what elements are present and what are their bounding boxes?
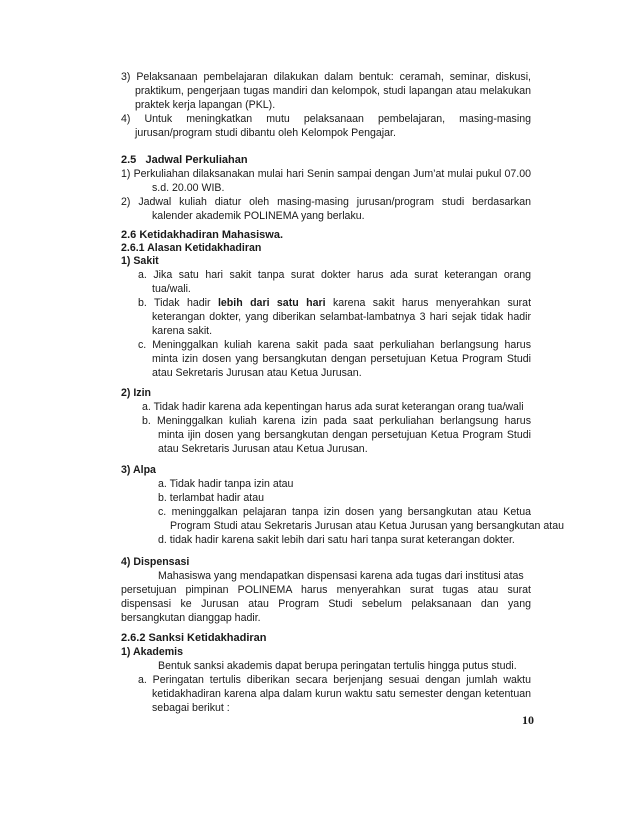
- emphasis-text: lebih dari satu hari: [217, 297, 326, 309]
- sakit-item-c-line-3: atau Sekretaris Jurusan atau Ketua Jurusan.: [152, 367, 362, 379]
- izin-item-b-line-1: b. Meninggalkan kuliah karena izin pada saat perkuliahan berlangsung harus: [142, 415, 531, 427]
- sakit-item-a-line-1: a. Jika satu hari sakit tanpa surat dokter harus ada surat keterangan orang: [138, 269, 531, 281]
- jadwal-item-1-line-2: s.d. 20.00 WIB.: [152, 182, 225, 194]
- alpa-item-a: a. Tidak hadir tanpa izin atau: [158, 478, 294, 490]
- section-number: 2.5: [121, 154, 137, 166]
- item-4-line-2: jurusan/program studi dibantu oleh Kelompok Pengajar.: [135, 127, 396, 139]
- sanksi-item-a-line-1: a. Peringatan tertulis diberikan secara berjenjang sesuai dengan jumlah waktu: [138, 674, 531, 686]
- subsection-2-6-2-heading: [121, 631, 267, 645]
- izin-heading: 2) Izin: [121, 387, 152, 399]
- item-3-line-3: praktek kerja lapangan (PKL).: [135, 99, 276, 111]
- section-number: 2.6.2: [121, 632, 146, 644]
- text-segment: karena sakit harus menyerahkan surat: [332, 297, 531, 309]
- section-2-6-heading: [121, 228, 283, 242]
- alpa-item-b: b. terlambat hadir atau: [158, 492, 264, 504]
- alpa-item-c-line-1: c. meninggalkan pelajaran tanpa izin dosen yang bersangkutan atau Ketua: [158, 506, 531, 518]
- sakit-item-c-line-1: c. Meninggalkan kuliah karena sakit pada saat perkuliahan berlangsung harus: [138, 339, 531, 351]
- dispensasi-line-4: bersangkutan dianggap hadir.: [121, 612, 261, 624]
- dispensasi-line-2: persetujuan pimpinan POLINEMA harus menyerahkan surat tugas atau surat: [121, 584, 531, 596]
- sakit-item-b-line-2: keterangan dokter, yang diberikan selambat-lambatnya 3 hari sejak tidak hadir: [152, 311, 531, 323]
- sakit-item-a-line-2: tua/wali.: [152, 283, 191, 295]
- alpa-heading: 3) Alpa: [121, 464, 156, 476]
- akademis-heading: 1) Akademis: [121, 646, 184, 658]
- section-title: Ketidakhadiran Mahasiswa.: [139, 229, 284, 241]
- subsection-2-6-1-heading: 2.6.1 Alasan Ketidakhadiran: [121, 242, 262, 254]
- sakit-item-b-line-3: karena sakit.: [152, 325, 213, 337]
- text-segment: b. Tidak hadir: [138, 297, 211, 309]
- section-title: Jadwal Perkuliahan: [145, 154, 248, 166]
- item-3-line-2: praktikum, pengerjaan tugas mandiri dan kelompok, studi lapangan atau melakukan: [135, 85, 531, 97]
- jadwal-item-2-line-1: 2) Jadwal kuliah diatur oleh masing-masing jurusan/program studi berdasarkan: [121, 196, 531, 208]
- akademis-intro: Bentuk sanksi akademis dapat berupa peringatan tertulis hingga putus studi.: [158, 660, 517, 672]
- sakit-item-b-line-1: [138, 296, 531, 310]
- page-number: 10: [522, 713, 534, 727]
- sakit-item-c-line-2: minta izin dosen yang bersangkutan dengan persetujuan Ketua Program Studi: [152, 353, 531, 365]
- jadwal-item-1-line-1: 1) Perkuliahan dilaksanakan mulai hari Senin sampai dengan Jum’at mulai pukul 07.00: [121, 168, 531, 180]
- section-title: Sanksi Ketidakhadiran: [148, 632, 267, 644]
- jadwal-item-2-line-2: kalender akademik POLINEMA yang berlaku.: [152, 210, 365, 222]
- sakit-heading: 1) Sakit: [121, 255, 159, 267]
- izin-item-a-line-1: a. Tidak hadir karena ada kepentingan harus ada surat keterangan orang tua/wali: [142, 401, 524, 413]
- item-3-line-1: 3) Pelaksanaan pembelajaran dilakukan dalam bentuk: ceramah, seminar, diskusi,: [121, 71, 531, 83]
- section-number: 2.6: [121, 229, 137, 241]
- item-4-line-1: 4) Untuk meningkatkan mutu pelaksanaan pembelajaran, masing-masing: [121, 113, 531, 125]
- alpa-item-d: d. tidak hadir karena sakit lebih dari satu hari tanpa surat keterangan dokter.: [158, 534, 515, 546]
- izin-item-b-line-2: minta ijin dosen yang bersangkutan dengan persetujuan Ketua Program Studi: [158, 429, 531, 441]
- sanksi-item-a-line-2: ketidakhadiran karena alpa dalam kurun waktu satu semester dengan ketentuan: [152, 688, 531, 700]
- section-2-5-heading: [121, 153, 248, 167]
- dispensasi-line-1: Mahasiswa yang mendapatkan dispensasi karena ada tugas dari institusi atas: [158, 570, 524, 582]
- izin-item-b-line-3: atau Sekretaris Jurusan atau Ketua Jurusan.: [158, 443, 368, 455]
- dispensasi-heading: 4) Dispensasi: [121, 556, 190, 568]
- alpa-item-c-line-2: Program Studi atau Sekretaris Jurusan atau Ketua Jurusan yang bersangkutan atau: [170, 520, 564, 532]
- sanksi-item-a-line-3: sebagai berikut :: [152, 702, 230, 714]
- dispensasi-line-3: dispensasi ke Jurusan atau Program Studi sebelum pelaksanaan dan yang: [121, 598, 531, 610]
